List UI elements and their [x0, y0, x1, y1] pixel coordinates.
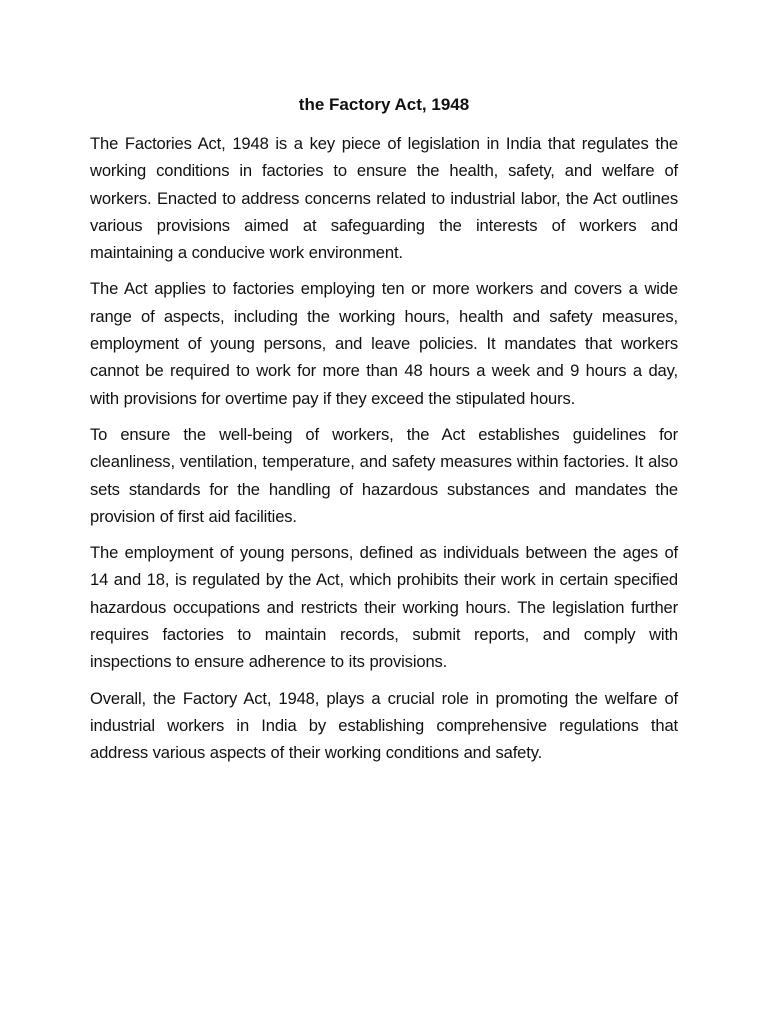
paragraph-well-being: To ensure the well-being of workers, the Act establishes guidelines for cleanliness, ventilation, temperature, and safety measures within factories. It also sets standards for the handling of hazardous substances and mandates the provision of first aid facilities.: [90, 424, 678, 526]
paragraph-conclusion: Overall, the Factory Act, 1948, plays a crucial role in promoting the welfare of industrial workers in India by establishing comprehensive regulations that address various aspects of their working conditions and safety.: [90, 688, 678, 763]
paragraph-intro: The Factories Act, 1948 is a key piece of legislation in India that regulates the working conditions in factories to ensure the health, safety, and welfare of workers. Enacted to address concerns related to industrial labor, the Act outlines various provisions aimed at safeguarding the interests of workers and maintaining a conducive work environment.: [90, 134, 678, 263]
document-title: the Factory Act, 1948: [298, 95, 470, 114]
document-body: [90, 130, 678, 776]
paragraph-young-persons: The employment of young persons, defined as individuals between the ages of 14 and 18, is regulated by the Act, which prohibits their work in certain specified hazardous occupations and restricts their working hours. The legislation further requires factories to maintain records, submit reports, and comply with inspections to ensure adherence to its provisions.: [90, 543, 678, 672]
paragraph-applicability: The Act applies to factories employing ten or more workers and covers a wide range of aspects, including the working hours, health and safety measures, employment of young persons, and leave policies. It mandates that workers cannot be required to work for more than 48 hours a week and 9 hours a day, with provisions for overtime pay if they exceed the stipulated hours.: [90, 279, 678, 408]
